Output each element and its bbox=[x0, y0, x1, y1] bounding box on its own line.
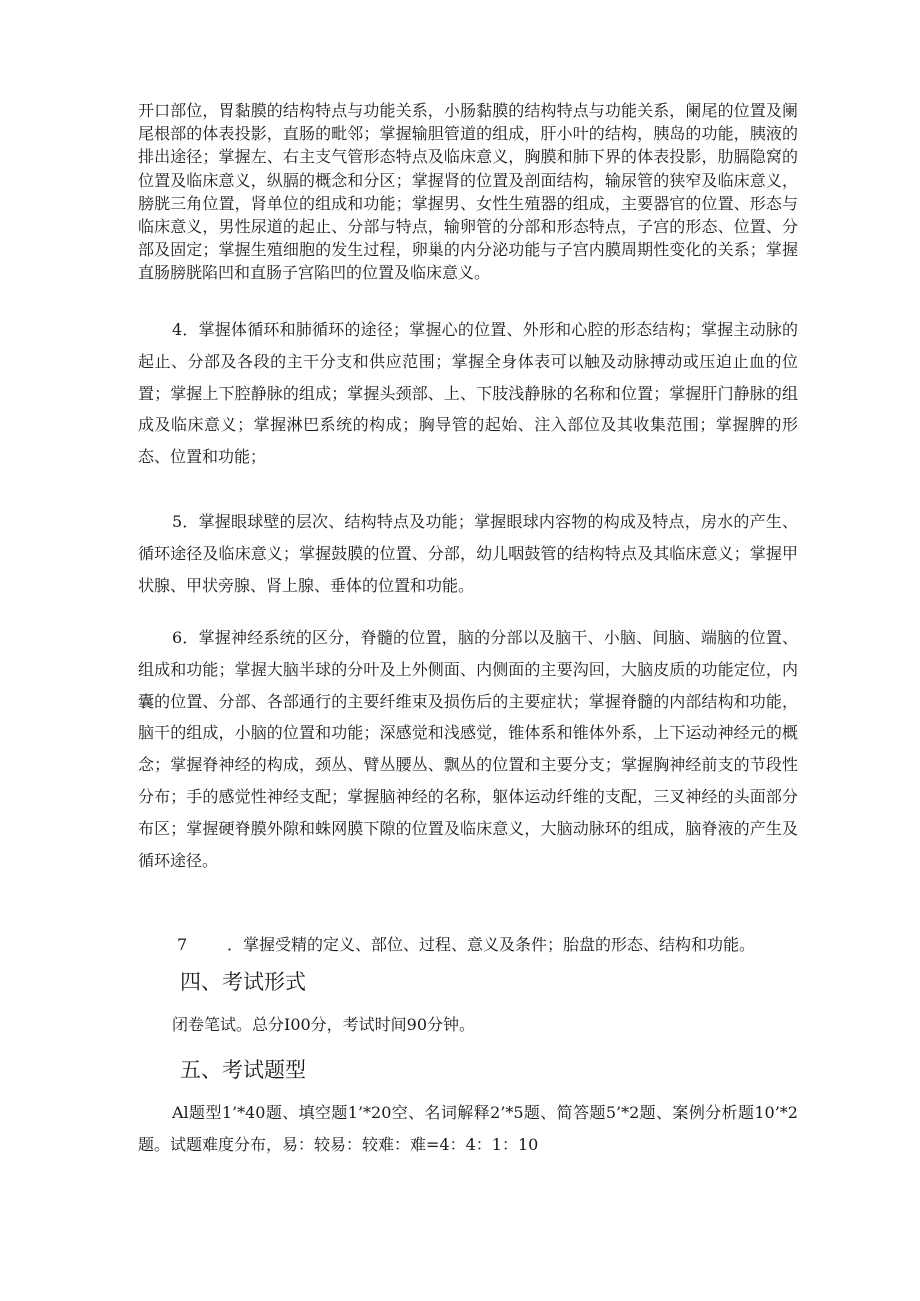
item-6-paragraph: 6．掌握神经系统的区分，脊髓的位置，脑的分部以及脑干、小脑、间脑、端脑的位置、组成和功能；掌握大脑半球的分叶及上外侧面、内侧面的主要沟回，大脑皮质的功能定位，内囊的位置、分部、各部通行的主要纤维束及损伤后的主要症状；掌握脊髓的内部结构和功能，脑干的组成，小脑的位置和功能；深感觉和浅感觉，锥体系和锥体外系，上下运动神经元的概念；掌握脊神经的构成，颈丛、臂丛腰丛、飘丛的位置和主要分支；掌握胸神经前支的节段性分布；手的感觉性神经支配；掌握脑神经的名称，躯体运动纤维的支配，三叉神经的头面部分布区；掌握硬脊膜外隙和蛛网膜下隙的位置及临床意义，大脑动脉环的组成，脑脊液的产生及循环途径。 bbox=[138, 628, 798, 870]
item-5-paragraph: 5．掌握眼球壁的层次、结构特点及功能；掌握眼球内容物的构成及特点，房水的产生、循环途径及临床意义；掌握鼓膜的位置、分部，幼儿咽鼓管的结构特点及其临床意义；掌握甲状腺、甲状旁腺、肾上腺、垂体的位置和功能。 bbox=[138, 512, 798, 595]
item-7-number: 7 bbox=[177, 935, 188, 954]
item-7-paragraph bbox=[138, 931, 798, 959]
section-heading-exam-form: 四、考试形式 bbox=[180, 970, 306, 994]
item-7-text: ．掌握受精的定义、部位、过程、意义及条件；胎盘的形态、结构和功能。 bbox=[227, 935, 756, 954]
exam-form-paragraph: 闭卷笔试。总分I00分，考试时间90分钟。 bbox=[172, 1015, 476, 1034]
continued-paragraph: 开口部位，胃黏膜的结构特点与功能关系，小肠黏膜的结构特点与功能关系，阑尾的位置及阑尾根部的体表投影，直肠的毗邻；掌握输胆管道的组成，肝小叶的结构，胰岛的功能，胰液的排出途径；掌握左、右主支气管形态特点及临床意义，胸膜和肺下界的体表投影，肋膈隐窝的位置及临床意义，纵膈的概念和分区；掌握肾的位置及剖面结构，输尿管的狭窄及临床意义，膀胱三角位置，肾单位的组成和功能；掌握男、女性生殖器的组成，主要器官的位置、形态与临床意义，男性尿道的起止、分部与特点，输卵管的分部和形态特点，子宫的形态、位置、分部及固定；掌握生殖细胞的发生过程，卵巢的内分泌功能与子宫内膜周期性变化的关系；掌握直肠膀胱陷凹和直肠子宫陷凹的位置及临床意义。 bbox=[138, 101, 798, 283]
item-4-paragraph: 4．掌握体循环和肺循环的途径；掌握心的位置、外形和心腔的形态结构；掌握主动脉的起止、分部及各段的主干分支和供应范围；掌握全身体表可以触及动脉搏动或压迫止血的位置；掌握上下腔静脉的组成；掌握头颈部、上、下肢浅静脉的名称和位置；掌握肝门静脉的组成及临床意义；掌握淋巴系统的构成；胸导管的起始、注入部位及其收集范围；掌握脾的形态、位置和功能； bbox=[138, 320, 798, 467]
section-heading-exam-types: 五、考试题型 bbox=[180, 1058, 306, 1082]
exam-types-paragraph: Al题型1’*40题、填空题1’*20空、名词解释2’*5题、简答题5’*2题、案例分析题10’*2题。试题难度分布，易：较易：较难：难=4：4：1：10 bbox=[138, 1103, 798, 1154]
